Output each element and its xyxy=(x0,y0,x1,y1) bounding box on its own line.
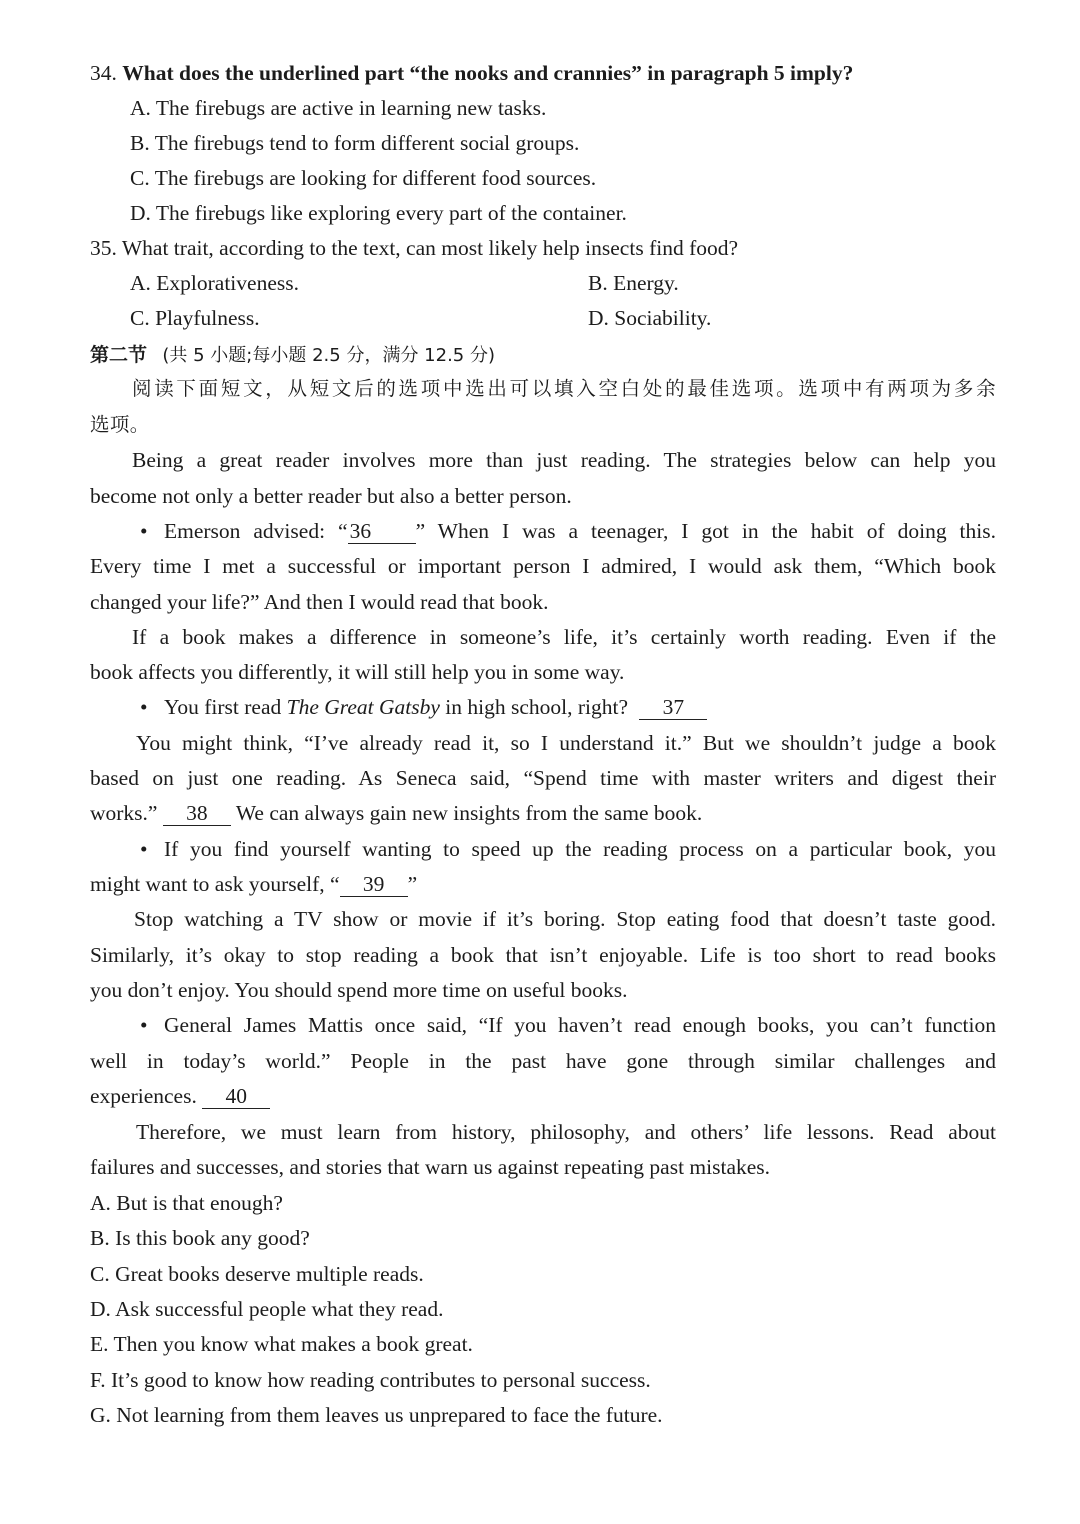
passage-paragraph: well in today’s world.” People in the past have gone through similar challenges and xyxy=(90,1049,996,1073)
bullet-icon: • xyxy=(140,519,148,543)
passage-text: works.” xyxy=(90,801,158,825)
choice-f: F. It’s good to know how reading contributes to personal success. xyxy=(90,1368,651,1392)
bullet-paragraph-39 xyxy=(140,834,996,864)
passage-paragraph xyxy=(90,869,417,899)
q35-option-b: B. Energy. xyxy=(588,271,679,295)
passage-paragraph xyxy=(90,798,702,828)
bullet-icon: • xyxy=(140,695,148,719)
choice-a: A. But is that enough? xyxy=(90,1191,283,1215)
passage-text: General James Mattis once said, “If you haven’t read enough books, you can’t function xyxy=(164,1013,996,1037)
bullet-paragraph-36 xyxy=(140,516,996,546)
choice-c: C. Great books deserve multiple reads. xyxy=(90,1262,424,1286)
passage-text: experiences. xyxy=(90,1084,197,1108)
passage-paragraph: book affects you differently, it will still help you in some way. xyxy=(90,660,625,684)
passage-text: might want to ask yourself, “ xyxy=(90,872,340,896)
passage-paragraph xyxy=(90,1081,270,1111)
bullet-icon: • xyxy=(140,837,148,861)
choice-b: B. Is this book any good? xyxy=(90,1226,310,1250)
blank-39: 39 xyxy=(340,872,408,897)
passage-text: in high school, right? xyxy=(439,695,629,719)
question-text: What trait, according to the text, can most likely help insects find food? xyxy=(121,236,739,260)
passage-text: You first read xyxy=(164,695,287,719)
choice-d: D. Ask successful people what they read. xyxy=(90,1297,444,1321)
question-34-stem xyxy=(90,58,853,88)
question-number: 34. xyxy=(90,61,117,85)
passage-paragraph: changed your life?” And then I would read that book. xyxy=(90,590,549,614)
q34-option-d: D. The firebugs like exploring every part of the container. xyxy=(130,201,627,225)
question-number: 35. xyxy=(90,236,117,260)
passage-text: We can always gain new insights from the same book. xyxy=(235,801,703,825)
section-instruction-cont: 选项。 xyxy=(90,413,150,436)
q35-option-a: A. Explorativeness. xyxy=(130,271,299,295)
blank-40: 40 xyxy=(202,1084,270,1109)
bullet-paragraph-37 xyxy=(140,692,707,722)
blank-38: 38 xyxy=(163,801,231,826)
passage-text: Emerson advised: “ xyxy=(164,519,348,543)
passage-paragraph: You might think, “I’ve already read it, so I understand it.” But we shouldn’t judge a book xyxy=(136,731,996,755)
q34-option-b: B. The firebugs tend to form different social groups. xyxy=(130,131,580,155)
q34-option-a: A. The firebugs are active in learning new tasks. xyxy=(130,96,547,120)
q35-option-c: C. Playfulness. xyxy=(130,306,260,330)
passage-paragraph: you don’t enjoy. You should spend more time on useful books. xyxy=(90,978,628,1002)
section-heading xyxy=(90,339,495,371)
passage-paragraph: If a book makes a difference in someone’s life, it’s certainly worth reading. Even if the xyxy=(132,625,996,649)
choice-e: E. Then you know what makes a book great. xyxy=(90,1332,473,1356)
passage-paragraph: become not only a better reader but also a better person. xyxy=(90,484,572,508)
section-title: 第二节 xyxy=(90,344,148,366)
choice-g: G. Not learning from them leaves us unprepared to face the future. xyxy=(90,1403,663,1427)
blank-36: 36 xyxy=(348,519,416,544)
passage-paragraph: Stop watching a TV show or movie if it’s boring. Stop eating food that doesn’t taste good. xyxy=(134,907,996,931)
passage-paragraph: Therefore, we must learn from history, philosophy, and others’ life lessons. Read about xyxy=(136,1120,996,1144)
passage-paragraph: based on just one reading. As Seneca said, “Spend time with master writers and digest their xyxy=(90,766,996,790)
question-text: What does the underlined part “the nooks and crannies” in paragraph 5 imply? xyxy=(122,61,854,85)
q34-option-c: C. The firebugs are looking for different food sources. xyxy=(130,166,597,190)
question-35-stem xyxy=(90,233,738,263)
passage-text: ” xyxy=(407,872,418,896)
bullet-paragraph-40 xyxy=(140,1010,996,1040)
passage-paragraph: Being a great reader involves more than just reading. The strategies below can help you xyxy=(132,448,996,472)
passage-paragraph: Every time I met a successful or important person I admired, I would ask them, “Which book xyxy=(90,554,996,578)
passage-paragraph: failures and successes, and stories that warn us against repeating past mistakes. xyxy=(90,1155,771,1179)
section-instruction: 阅读下面短文，从短文后的选项中选出可以填入空白处的最佳选项。选项中有两项为多余 xyxy=(132,377,996,400)
q35-option-d: D. Sociability. xyxy=(588,306,712,330)
passage-text: ” When I was a teenager, I got in the habit of doing this. xyxy=(415,519,996,543)
passage-text: If you find yourself wanting to speed up the reading process on a particular book, you xyxy=(164,837,996,861)
section-scoring-note: (共 5 小题;每小题 2.5 分，满分 12.5 分) xyxy=(162,345,495,366)
book-title: The Great Gatsby xyxy=(286,695,440,719)
bullet-icon: • xyxy=(140,1013,148,1037)
passage-paragraph: Similarly, it’s okay to stop reading a book that isn’t enjoyable. Life is too short to read books xyxy=(90,943,996,967)
blank-37: 37 xyxy=(639,695,707,720)
